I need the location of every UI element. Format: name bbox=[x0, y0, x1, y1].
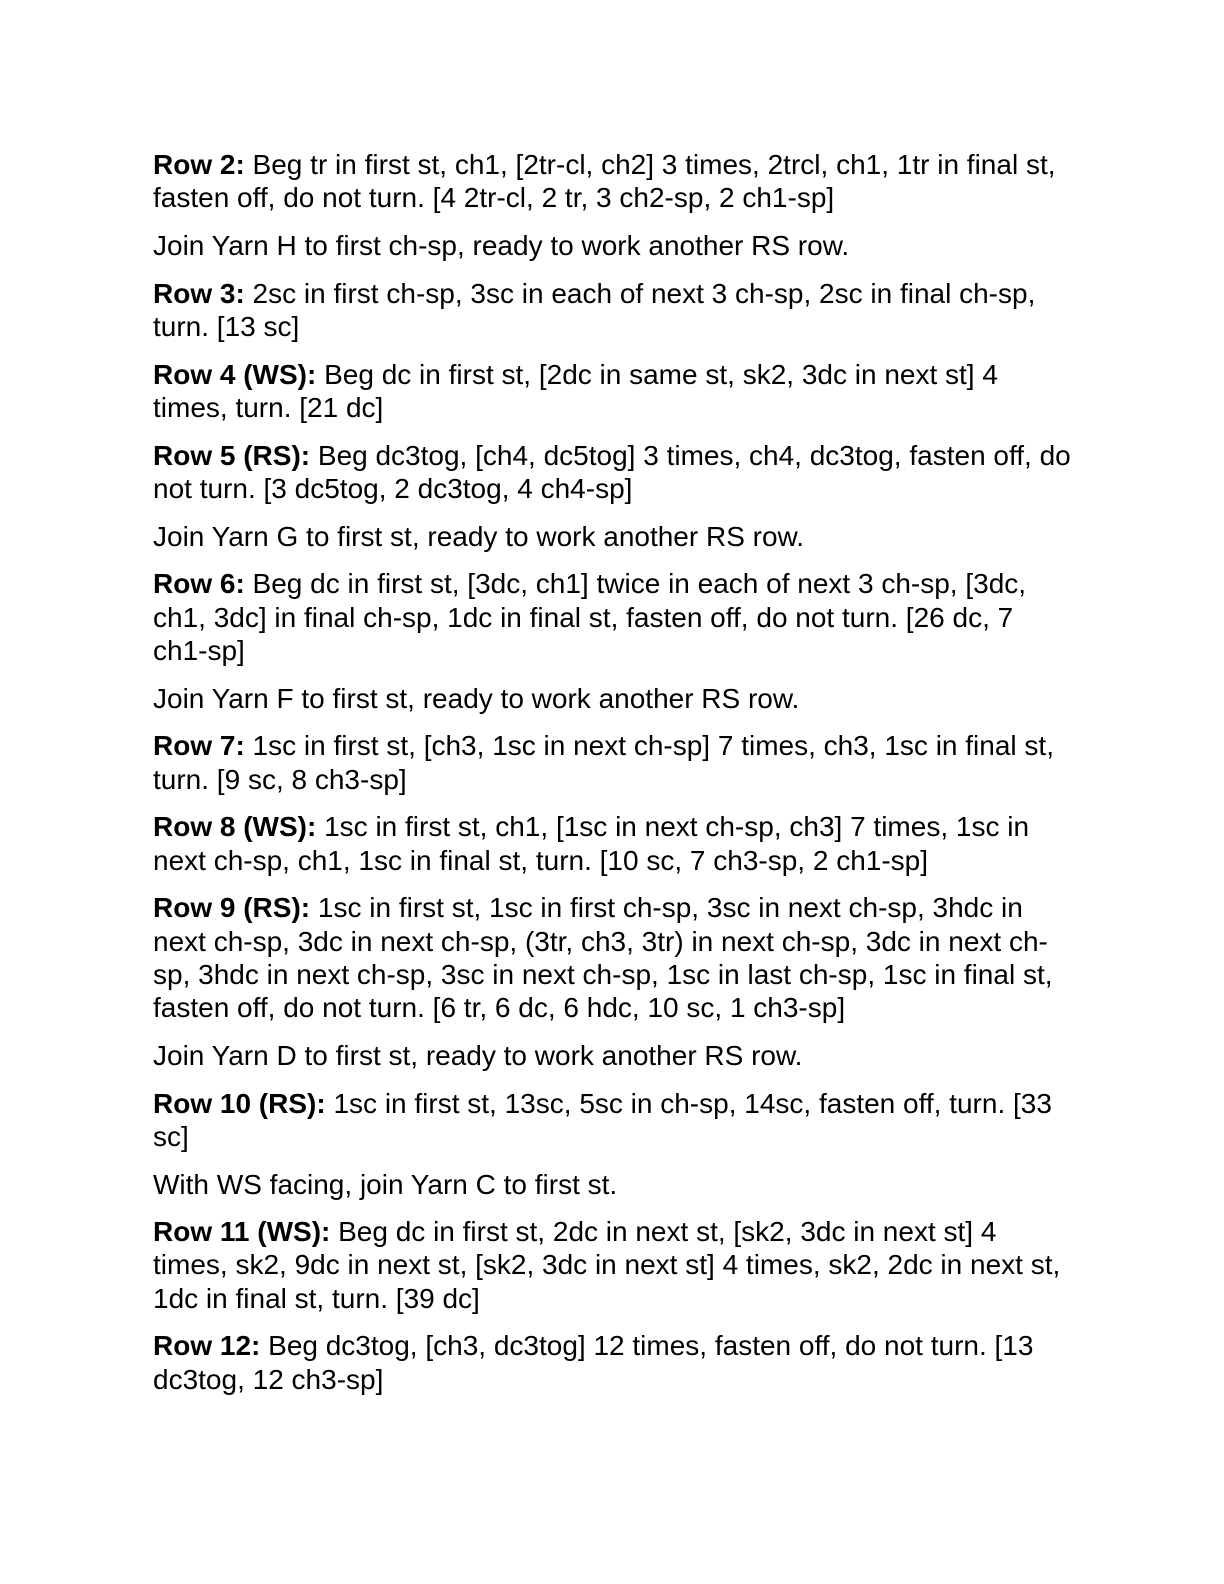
row-label: Row 2: bbox=[153, 149, 245, 180]
row-label: Row 5 (RS): bbox=[153, 439, 311, 471]
row-label: Row 12: bbox=[153, 1330, 261, 1362]
row-label: Row 8 (WS): bbox=[153, 811, 317, 843]
pattern-row-paragraph bbox=[153, 1329, 1071, 1396]
pattern-row-paragraph bbox=[153, 148, 1071, 215]
row-label: Row 3: bbox=[153, 277, 245, 309]
pattern-row-paragraph bbox=[153, 810, 1071, 877]
pattern-row-paragraph bbox=[153, 358, 1071, 425]
pattern-row-paragraph bbox=[153, 729, 1071, 796]
row-instructions: Beg dc in first st, 2dc in next st, [sk2, 3dc in next st] 4 times, sk2, 9dc in next st, [sk2, 3dc in next st] 4 times, sk2, 2dc in next st, 1dc in final st, turn. [39 dc] bbox=[153, 1216, 1061, 1314]
row-instructions: 1sc in first st, 1sc in first ch-sp, 3sc in next ch-sp, 3hdc in next ch-sp, 3dc in next ch-sp, (3tr, ch3, 3tr) in next ch-sp, 3dc in next ch-sp, 3hdc in next ch-sp, 3sc in next ch-sp, 1sc in last ch-sp, 1sc in final st, fasten off, do not turn. [6 tr, 6 dc, 6 hdc, 10 sc, 1 ch3-sp] bbox=[153, 892, 1053, 1024]
pattern-note-paragraph bbox=[153, 1039, 1071, 1072]
row-label: Row 9 (RS): bbox=[153, 892, 311, 924]
row-label: Row 4 (WS): bbox=[153, 358, 317, 390]
row-instructions: Beg dc3tog, [ch4, dc5tog] 3 times, ch4, dc3tog, fasten off, do not turn. [3 dc5tog, 2 dc3tog, 4 ch4-sp] bbox=[153, 439, 1071, 504]
row-instructions: With WS facing, join Yarn C to first st. bbox=[153, 1168, 618, 1200]
pattern-row-paragraph bbox=[153, 1215, 1071, 1315]
row-instructions: Join Yarn F to first st, ready to work another RS row. bbox=[153, 682, 800, 714]
row-instructions: 1sc in first st, [ch3, 1sc in next ch-sp] 7 times, ch3, 1sc in final st, turn. [9 sc, 8 ch3-sp] bbox=[153, 730, 1054, 795]
row-instructions: Join Yarn G to first st, ready to work another RS row. bbox=[153, 520, 805, 552]
row-label: Row 11 (WS): bbox=[153, 1216, 331, 1248]
pattern-row-paragraph bbox=[153, 891, 1071, 1024]
pattern-row-paragraph bbox=[153, 277, 1071, 344]
pattern-row-paragraph bbox=[153, 1087, 1071, 1154]
pattern-note-paragraph bbox=[153, 682, 1071, 715]
pattern-note-paragraph bbox=[153, 229, 1071, 262]
document-body bbox=[153, 148, 1071, 1410]
row-label: Row 10 (RS): bbox=[153, 1087, 326, 1119]
row-instructions: 1sc in first st, 13sc, 5sc in ch-sp, 14sc, fasten off, turn. [33 sc] bbox=[153, 1087, 1052, 1152]
row-label: Row 6: bbox=[153, 568, 245, 600]
pattern-row-paragraph bbox=[153, 567, 1071, 667]
row-instructions: Join Yarn H to first ch-sp, ready to work another RS row. bbox=[153, 229, 850, 261]
row-label: Row 7: bbox=[153, 730, 245, 762]
row-instructions: Beg tr in first st, ch1, [2tr-cl, ch2] 3 times, 2trcl, ch1, 1tr in final st, fasten off, do not turn. [4 2tr-cl, 2 tr, 3 ch2-sp, 2 ch1-sp] bbox=[153, 149, 1056, 214]
pattern-note-paragraph bbox=[153, 520, 1071, 553]
row-instructions: Beg dc in first st, [3dc, ch1] twice in each of next 3 ch-sp, [3dc, ch1, 3dc] in final ch-sp, 1dc in final st, fasten off, do not turn. [26 dc, 7 ch1-sp] bbox=[153, 568, 1027, 666]
row-instructions: 1sc in first st, ch1, [1sc in next ch-sp, ch3] 7 times, 1sc in next ch-sp, ch1, 1sc in final st, turn. [10 sc, 7 ch3-sp, 2 ch1-sp] bbox=[153, 811, 1030, 876]
row-instructions: Beg dc3tog, [ch3, dc3tog] 12 times, fasten off, do not turn. [13 dc3tog, 12 ch3-sp] bbox=[153, 1330, 1034, 1395]
row-instructions: Beg dc in first st, [2dc in same st, sk2, 3dc in next st] 4 times, turn. [21 dc] bbox=[153, 358, 998, 423]
row-instructions: Join Yarn D to first st, ready to work another RS row. bbox=[153, 1039, 803, 1071]
row-instructions: 2sc in first ch-sp, 3sc in each of next 3 ch-sp, 2sc in final ch-sp, turn. [13 sc] bbox=[153, 277, 1036, 342]
pattern-note-paragraph bbox=[153, 1168, 1071, 1201]
pattern-row-paragraph bbox=[153, 439, 1071, 506]
